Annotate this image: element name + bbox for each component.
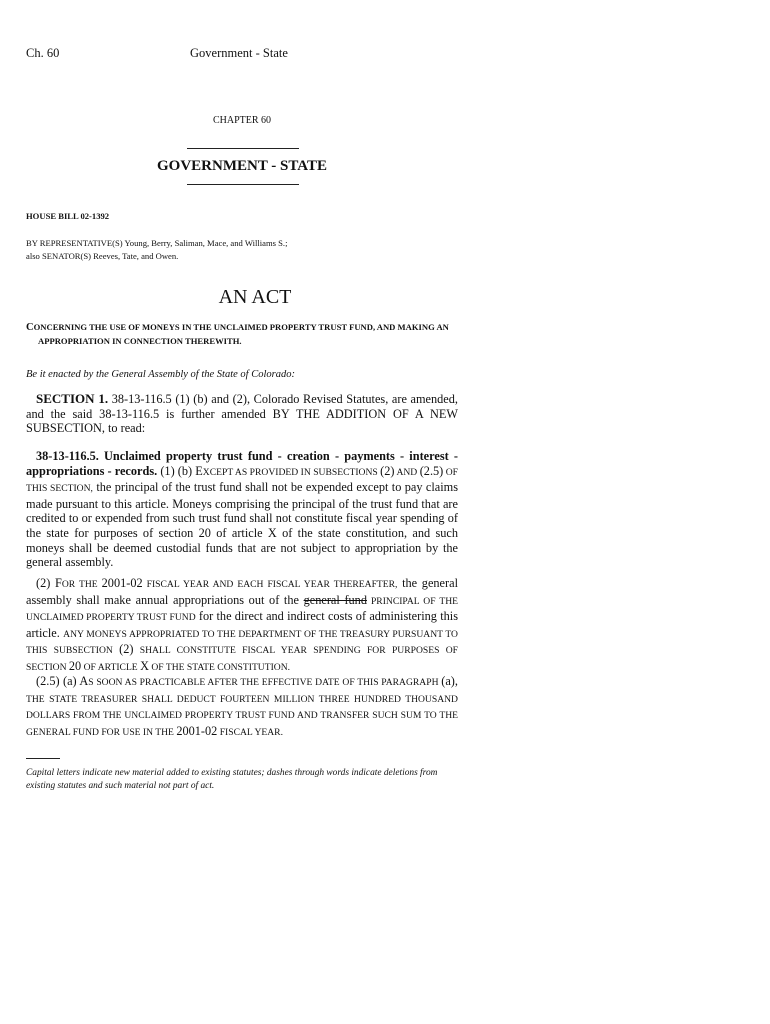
statute-paragraph-2-5a (26, 674, 458, 740)
statute-p1-ref: (1) (b) (157, 463, 196, 478)
statute-paragraph-2 (26, 576, 458, 676)
statute-p2-caps3: PRINCIPAL OF THE UNCLAIMED PROPERTY TRUST FUND (26, 595, 458, 624)
statute-p2-caps6: OF ARTICLE (81, 661, 141, 673)
concerning-line-1: ONCERNING THE USE OF MONEYS IN THE UNCLAIMED PROPERTY TRUST FUND, AND MAKING AN (33, 322, 449, 332)
footnote: Capital letters indicate new material added to existing statutes; dashes through words indicate deletions from existing statutes and such material not part of act. (26, 768, 438, 791)
statute-p2-caps4: ANY MONEYS APPROPRIATED TO THE DEPARTMENT OF THE TREASURY PURSUANT TO THIS SUBSECTION (26, 628, 458, 657)
statute-p2-ref: (2) (36, 576, 56, 590)
section-1-text: 38-13-116.5 (1) (b) and (2), Colorado Revised Statutes, are amended, and the said 38-13-116.5 is further amended BY THE ADDITION OF A NEW SUBSECTION, to read: (26, 392, 458, 436)
statute-p1-caps2: OF THIS SECTION, (26, 466, 458, 495)
section-1-heading: SECTION 1. (36, 391, 109, 406)
statute-p2-deleted-text: general fund (303, 592, 367, 607)
statute-p3-num: (a), (441, 674, 458, 688)
statute-p2-caps7: OF THE STATE CONSTITUTION. (148, 661, 291, 673)
statute-p2-caps5: SHALL CONSTITUTE FISCAL YEAR SPENDING FOR PURPOSES OF SECTION (26, 645, 458, 673)
running-header-title: Government - State (190, 46, 288, 60)
chapter-number: CHAPTER 60 (212, 115, 272, 126)
statute-p2-caps: OR THE (61, 579, 102, 590)
running-header-chapter: Ch. 60 (26, 46, 60, 60)
chapter-rule-bottom (187, 184, 299, 185)
chapter-title: GOVERNMENT - STATE (156, 158, 328, 174)
statute-p2-caps2: FISCAL YEAR AND EACH FISCAL YEAR THEREAFTER, (142, 579, 398, 590)
statute-p1-num2: (2.5) (419, 463, 444, 478)
section-1-paragraph (26, 392, 458, 436)
statute-p1-caps: XCEPT AS PROVIDED IN SUBSECTIONS (202, 466, 381, 478)
statute-p1-initial: E (195, 463, 203, 478)
statute-p3-initial: A (79, 674, 89, 688)
statute-p2-num: (2) (119, 642, 134, 657)
statute-heading: 38-13-116.5. Unclaimed property trust fund - creation - payments - interest - appropriations - records. (26, 449, 458, 478)
concerning-initial: C (26, 322, 34, 333)
sponsors-line-2: also SENATOR(S) Reeves, Tate, and Owen. (26, 251, 179, 261)
statute-paragraph-1b (26, 449, 458, 570)
chapter-rule-top (187, 148, 299, 149)
bill-number: HOUSE BILL 02-1392 (26, 211, 110, 221)
statute-p2-body: the general assembly shall make annual appropriations out of the (26, 576, 458, 607)
footnote-rule (26, 758, 60, 759)
statute-p2-initial: F (55, 576, 62, 590)
statute-p3-ref: (2.5) (a) (36, 674, 80, 688)
statute-p3-caps2: THE STATE TREASURER SHALL DEDUCT FOURTEEN MILLION THREE HUNDRED THOUSAND DOLLARS FROM THE UNCLAIMED PROPERTY TRUST FUND AND TRANSFER SUCH SUM TO THE GENERAL FUND FOR USE IN THE (26, 693, 458, 738)
enacting-clause: Be it enacted by the General Assembly of the State of Colorado: (26, 369, 295, 380)
concerning-line-2: APPROPRIATION IN CONNECTION THEREWITH. (38, 335, 242, 346)
act-title: AN ACT (218, 286, 292, 308)
statute-p3-caps3: FISCAL YEAR. (217, 726, 283, 738)
statute-p2-section-num: 20 (68, 658, 82, 673)
statute-p2-article: X (140, 658, 149, 673)
statute-p3-caps: S SOON AS PRACTICABLE AFTER THE EFFECTIVE DATE OF THIS PARAGRAPH (88, 677, 442, 688)
sponsors-line-1: BY REPRESENTATIVE(S) Young, Berry, Saliman, Mace, and Williams S.; (26, 238, 288, 248)
statute-p1-and: AND (394, 466, 420, 478)
statute-p3-year: 2001-02 (176, 723, 218, 738)
act-concerning-clause (26, 321, 466, 348)
statute-p2-year: 2001-02 (101, 576, 143, 590)
statute-p1-body: the principal of the trust fund shall not be expended except to pay claims made pursuant to this article. Moneys comprising the principal of the trust fund that are credited to or expended from such trust fund shall not constitute fiscal year spending of the state for purposes of section 20 of article X of the state constitution, and such moneys shall be deemed custodial funds that are not subject to appropriation by the general assembly. (26, 480, 459, 570)
statute-p2-body2: for the direct and indirect costs of administering this article. (26, 609, 458, 640)
statute-p1-num1: (2) (380, 463, 395, 478)
